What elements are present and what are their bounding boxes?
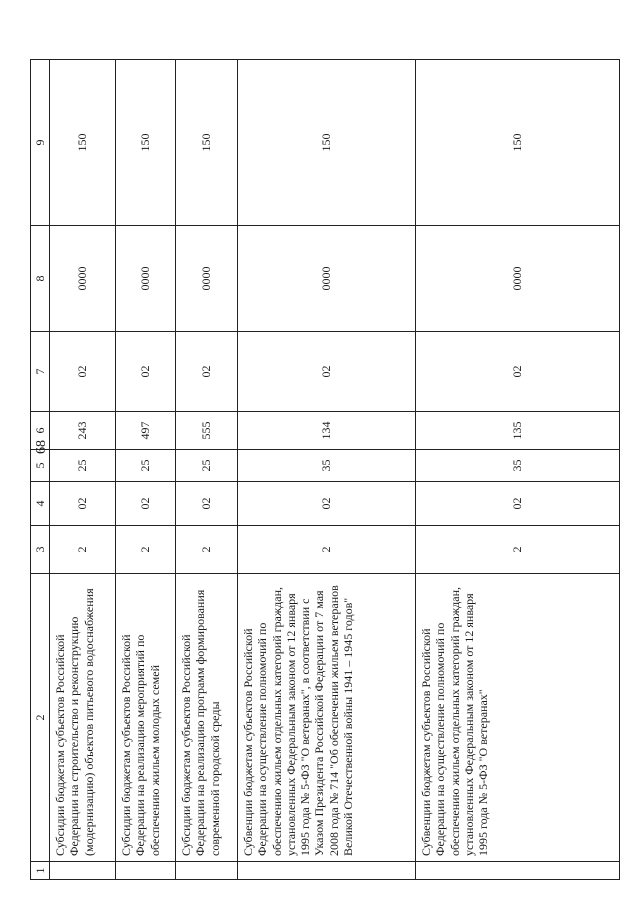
row-number-cell: [176, 862, 238, 880]
header-cell-6: 6: [31, 412, 50, 450]
code-cell-group: 02: [50, 482, 116, 526]
code-cell-classification: 150: [116, 60, 176, 226]
code-cell-element: 02: [116, 332, 176, 412]
header-cell-8: 8: [31, 226, 50, 332]
code-cell-admin: 2: [116, 526, 176, 574]
code-cell-classification: 150: [238, 60, 416, 226]
code-cell-element: 02: [176, 332, 238, 412]
code-cell-classification: 150: [176, 60, 238, 226]
row-number-cell: [116, 862, 176, 880]
header-row: [31, 60, 50, 880]
row-number-cell: [50, 862, 116, 880]
page-number: 68: [34, 440, 49, 454]
table-row: [238, 60, 416, 880]
description-cell: Субсидии бюджетам субъектов Российской Федерации на строительство и реконструкцию (модернизацию) объектов питьевого водоснабжения: [50, 574, 116, 862]
code-cell-element: 02: [50, 332, 116, 412]
header-cell-2: 2: [31, 574, 50, 862]
code-cell-subgroup: 35: [238, 450, 416, 482]
code-cell-program: 0000: [176, 226, 238, 332]
code-cell-program: 0000: [50, 226, 116, 332]
budget-table: [30, 59, 620, 880]
code-cell-group: 02: [116, 482, 176, 526]
code-cell-group: 02: [416, 482, 620, 526]
description-cell: Субвенции бюджетам субъектов Российской Федерации на осуществление полномочий по обеспечению жильем отдельных категорий граждан, установленных Федеральным законом от 12 января 1995 года № 5-ФЗ "О ветеранах", в соответствии с Указом Президента Российской Федерации от 7 мая 2008 года № 714 "Об обеспечении жильем ветеранов Великой Отечественной войны 1941 – 1945 годов": [238, 574, 416, 862]
table-row: [176, 60, 238, 880]
row-number-cell: [416, 862, 620, 880]
code-cell-subgroup: 25: [176, 450, 238, 482]
code-cell-admin: 2: [176, 526, 238, 574]
code-cell-classification: 150: [416, 60, 620, 226]
code-cell-subgroup: 25: [116, 450, 176, 482]
description-cell: Субвенции бюджетам субъектов Российской Федерации на осуществление полномочий по обеспечению жильем отдельных категорий граждан, установленных Федеральным законом от 12 января 1995 года № 5-ФЗ "О ветеранах": [416, 574, 620, 862]
code-cell-group: 02: [176, 482, 238, 526]
code-cell-element: 02: [238, 332, 416, 412]
code-cell-article: 243: [50, 412, 116, 450]
code-cell-article: 497: [116, 412, 176, 450]
rotated-table-wrapper: [30, 60, 620, 880]
header-cell-1: 1: [31, 862, 50, 880]
table-row: [50, 60, 116, 880]
description-cell: Субсидии бюджетам субъектов Российской Федерации на реализацию мероприятий по обеспечению жильем молодых семей: [116, 574, 176, 862]
header-cell-3: 3: [31, 526, 50, 574]
table-row: [116, 60, 176, 880]
code-cell-article: 555: [176, 412, 238, 450]
row-number-cell: [238, 862, 416, 880]
code-cell-article: 134: [238, 412, 416, 450]
code-cell-admin: 2: [238, 526, 416, 574]
code-cell-article: 135: [416, 412, 620, 450]
code-cell-element: 02: [416, 332, 620, 412]
code-cell-subgroup: 25: [50, 450, 116, 482]
code-cell-group: 02: [238, 482, 416, 526]
header-cell-7: 7: [31, 332, 50, 412]
table-row: [416, 60, 620, 880]
code-cell-program: 0000: [116, 226, 176, 332]
code-cell-admin: 2: [416, 526, 620, 574]
code-cell-program: 0000: [416, 226, 620, 332]
code-cell-program: 0000: [238, 226, 416, 332]
code-cell-subgroup: 35: [416, 450, 620, 482]
header-cell-9: 9: [31, 60, 50, 226]
header-cell-5: 5: [31, 450, 50, 482]
code-cell-classification: 150: [50, 60, 116, 226]
code-cell-admin: 2: [50, 526, 116, 574]
description-cell: Субсидии бюджетам субъектов Российской Федерации на реализацию программ формирования современной городской среды: [176, 574, 238, 862]
header-cell-4: 4: [31, 482, 50, 526]
